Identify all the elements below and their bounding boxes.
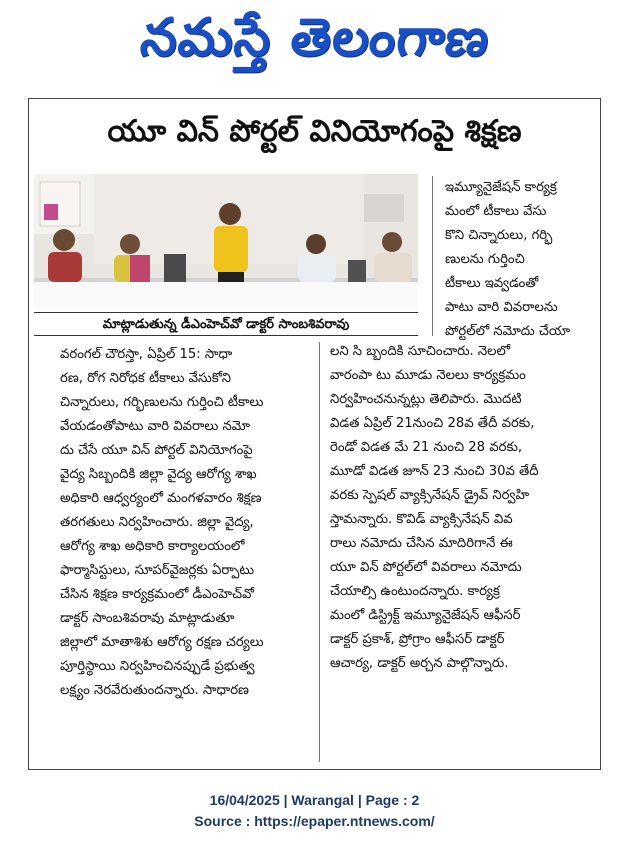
column-divider <box>319 342 320 762</box>
article-headline: యూ విన్ పోర్టల్ వినియోగంపై శిక్షణ <box>107 114 522 149</box>
article-line: రెండో విడత మే 21 నుంచి 28 వరకు, <box>330 440 523 455</box>
article-line: పూర్తిస్థాయి నిర్వహించినప్పుడే ప్రభుత్వ <box>60 659 255 674</box>
article-column-right <box>330 340 592 676</box>
article-line: ఆచార్య, డాక్టర్ అర్చన పాల్గొన్నారు. <box>330 656 509 671</box>
article-line: జిల్లాలో మాతాశిశు ఆరోగ్య రక్షణ చర్యలు <box>60 635 264 650</box>
article-line: అధికారి ఆధ్వర్యంలో మంగళవారం శిక్షణ <box>60 491 262 506</box>
article-line: వరంగల్ చౌరస్తా, ఏప్రిల్ 15: సాధా <box>60 347 233 362</box>
article-line: తరగతులు నిర్వహించారు. జిల్లా వైద్య, <box>60 515 254 530</box>
source-url[interactable]: Source : https://epaper.ntnews.com/ <box>194 813 435 829</box>
article-line: యూ విన్ పోర్టల్‌లో వివరాలు నమోదు <box>330 560 522 575</box>
article-line: డాక్టర్ సాంబశివరావు మాట్లాడుతూ <box>60 611 235 626</box>
photo-caption: మాట్లాడుతున్న డీఎంహెచ్‌వో డాక్టర్ సాంబశివరావు <box>34 312 418 336</box>
article-line: వేయడంతోపాటు వారి వివరాలు నమో <box>60 419 250 434</box>
article-photo <box>34 174 418 308</box>
article-line: చేయాల్సి ఉంటుందన్నారు. కార్యక్ర <box>330 584 500 599</box>
article-line: పాటు వారి వివరాలను <box>445 300 558 315</box>
article-line: మూడో విడత జూన్ 23 నుంచి 30వ తేదీ <box>330 464 539 479</box>
article-line: పోర్టల్‌లో నమోదు చేయా <box>445 324 571 339</box>
article-line: వరకు స్పెషల్ వ్యాక్సినేషన్ డ్రైవ్ నిర్వహి <box>330 488 530 503</box>
page-footer <box>0 790 629 832</box>
article-line: రాలు నమోదు చేసిన మాదిరిగానే ఈ <box>330 536 513 551</box>
column-divider-top <box>432 176 433 336</box>
article-line: వారంపా టు మూడు నెలలు కార్యక్రమం <box>330 368 526 383</box>
article-line: చేసిన శిక్షణ కార్యక్రమంలో డీఎంహెచ్‌వో <box>60 587 254 602</box>
article-line: మంలో టీకాలు వేసు <box>445 204 547 219</box>
article-line: టీకాలు ఇవ్వడంతో <box>445 276 539 291</box>
article-line: డాక్టర్ ప్రకాశ్, ప్రోగ్రాం ఆఫీసర్ డాక్టర్ <box>330 632 505 647</box>
article-column-top <box>445 176 593 344</box>
edition-info: 16/04/2025 | Warangal | Page : 2 <box>209 792 420 808</box>
article-column-left <box>60 343 310 703</box>
article-line: ఇమ్యూనైజేషన్ కార్యక్ర <box>445 180 557 195</box>
article-line: దు చేసే యూ విన్ పోర్టల్ వినియోగంపై <box>60 443 253 458</box>
article-line: వైద్య సిబ్బందికి జిల్లా వైద్య ఆరోగ్య శాఖ <box>60 467 257 482</box>
article-line: విడత ఏప్రిల్ 21నుంచి 28వ తేదీ వరకు, <box>330 416 535 431</box>
meeting-photo-illustration <box>34 174 418 308</box>
article-line: ణులను గుర్తించి <box>445 252 525 267</box>
article-line: లక్ష్యం నెరవేరుతుందన్నారు. సాధారణ <box>60 683 249 698</box>
article-line: ఫార్మాసిస్టులు, సూపర్‌వైజర్లకు ఏర్పాటు <box>60 563 255 578</box>
article-line: మంలో డిస్ట్రిక్ట్ ఇమ్యూనైజేషన్ ఆఫీసర్ <box>330 608 521 623</box>
article-line: లని సి బ్బందికి సూచించారు. నెలలో <box>330 344 511 359</box>
article-line: రణ, రోగ నిరోధక టీకాలు వేసుకోని <box>60 371 231 386</box>
article-line: చిన్నారులు, గర్భిణులను గుర్తించి టీకాలు <box>60 395 264 410</box>
article-line: నిర్వహించనున్నట్లు తెలిపారు. మొదటి <box>330 392 522 407</box>
article-line: కొని చిన్నారులు, గర్భి <box>445 228 553 243</box>
newspaper-masthead: నమస్తే తెలంగాణ <box>137 7 493 68</box>
article-line: ఆరోగ్య శాఖ అధికారి కార్యాలయంలో <box>60 539 245 554</box>
article-line: స్తామన్నారు. కొవిడ్ వ్యాక్సినేషన్ వివ <box>330 512 513 527</box>
